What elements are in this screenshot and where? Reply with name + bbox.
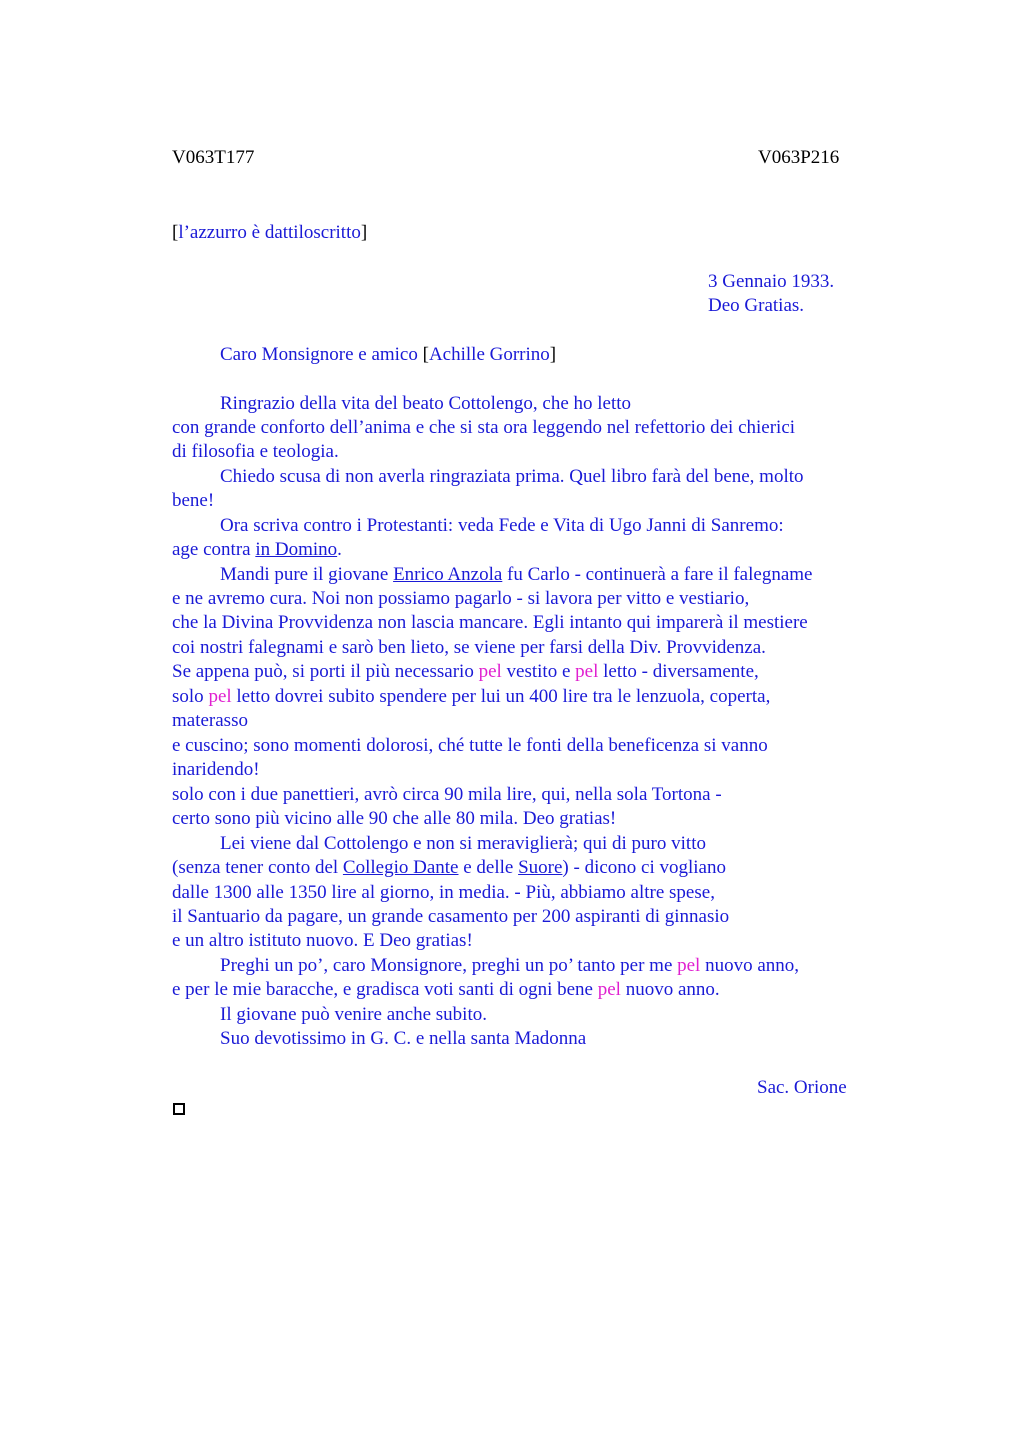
body-line: certo sono più vicino alle 90 che alle 80 mila. Deo gratias! [172, 808, 617, 829]
body-line: il Santuario da pagare, un grande casamento per 200 aspiranti di ginnasio [172, 906, 730, 927]
date-motto: Deo Gratias. [708, 295, 805, 316]
end-marker-square-icon [173, 1103, 185, 1115]
body-line: bene! [172, 490, 215, 511]
body-line: Il giovane può venire anche subito. [220, 1004, 487, 1025]
body-line: e ne avremo cura. Noi non possiamo pagarlo - si lavora per vitto e vestiario, [172, 588, 750, 609]
handwritten-correction: pel [575, 661, 599, 682]
handwritten-correction: pel [208, 686, 232, 707]
body-line: solo con i due panettieri, avrò circa 90 mila lire, qui, nella sola Tortona - [172, 784, 722, 805]
body-line: Chiedo scusa di non averla ringraziata prima. Quel libro farà del bene, molto [220, 466, 804, 487]
underlined-phrase: in Domino [255, 539, 338, 560]
body-line: e per le mie baracche, e gradisca voti santi di ogni bene pel nuovo anno. [172, 979, 720, 1000]
body-line: (senza tener conto del Collegio Dante e delle Suore) - dicono ci vogliano [172, 857, 726, 878]
body-line: Se appena può, si porti il più necessario pel vestito e pel letto - diversamente, [172, 661, 759, 682]
underlined-name: Collegio Dante [342, 857, 459, 878]
signature: Sac. Orione [757, 1077, 847, 1098]
body-line: Ora scriva contro i Protestanti: veda Fede e Vita di Ugo Janni di Sanremo: [220, 515, 784, 536]
underlined-name: Enrico Anzola [393, 564, 503, 585]
body-line: materasso [172, 710, 248, 731]
handwritten-correction: pel [677, 955, 701, 976]
underlined-name: Suore [518, 857, 563, 878]
body-line: coi nostri falegnami e sarò ben lieto, se viene per farsi della Div. Provvidenza. [172, 637, 766, 658]
body-line: inaridendo! [172, 759, 260, 780]
body-line: di filosofia e teologia. [172, 441, 339, 462]
body-line: e un altro istituto nuovo. E Deo gratias! [172, 930, 473, 951]
body-line: age contra in Domino. [172, 539, 342, 560]
header-right-code: V063P216 [758, 147, 840, 168]
body-line: Preghi un po’, caro Monsignore, preghi un po’ tanto per me pel nuovo anno, [220, 955, 800, 976]
salutation: Caro Monsignore e amico [Achille Gorrino] [220, 344, 557, 365]
body-line: e cuscino; sono momenti dolorosi, ché tutte le fonti della beneficenza si vanno [172, 735, 768, 756]
body-line: Lei viene dal Cottolengo e non si meraviglierà; qui di puro vitto [220, 833, 706, 854]
letter-date: 3 Gennaio 1933. [708, 271, 835, 292]
body-line: solo pel letto dovrei subito spendere per lui un 400 lire tra le lenzuola, coperta, [172, 686, 771, 707]
header-left-code: V063T177 [172, 147, 255, 168]
body-line: Mandi pure il giovane Enrico Anzola fu Carlo - continuerà a fare il falegname [220, 564, 813, 585]
body-line: che la Divina Provvidenza non lascia mancare. Egli intanto qui imparerà il mestiere [172, 612, 808, 633]
handwritten-correction: pel [597, 979, 621, 1000]
body-line: con grande conforto dell’anima e che si sta ora leggendo nel refettorio dei chierici [172, 417, 796, 438]
editorial-note: [l’azzurro è dattiloscritto] [172, 222, 368, 243]
body-line: Suo devotissimo in G. C. e nella santa Madonna [220, 1028, 587, 1049]
handwritten-correction: pel [478, 661, 502, 682]
recipient-name: Achille Gorrino [428, 344, 550, 365]
body-line: dalle 1300 alle 1350 lire al giorno, in media. - Più, abbiamo altre spese, [172, 882, 715, 903]
body-line: Ringrazio della vita del beato Cottolengo, che ho letto [220, 393, 632, 414]
